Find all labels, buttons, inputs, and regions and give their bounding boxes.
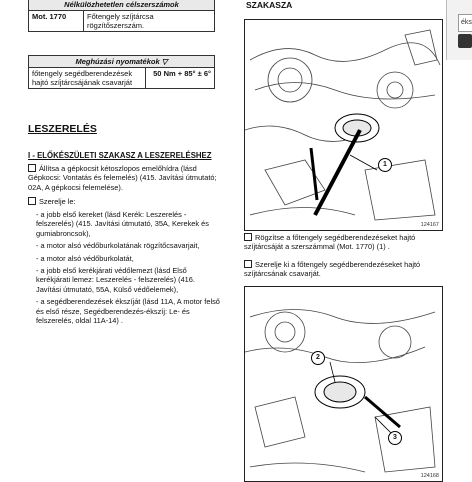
engine-illustration-1 (245, 20, 442, 230)
section-title: LESZERELÉS (28, 123, 97, 135)
checkbox-icon (28, 197, 36, 205)
step-1-text: Állítsa a gépkocsit kétoszlopos emelőhídra (lásd Gépkocsi: Vontatás és felemelés) (415. Javítási útmutató; 02A, A gépkocsi felemelése). (28, 164, 217, 192)
checkbox-icon (244, 233, 252, 241)
checkbox-icon (28, 164, 36, 172)
torque-table (28, 55, 215, 89)
list-item: - a motor alsó védőburkolatát, (36, 253, 134, 263)
bullet-list (36, 210, 222, 325)
torque-label: főtengely segédberendezések hajtó szíjtárcsájának csavarját (29, 68, 146, 89)
list-item: - a jobb első kerékjárati védőlemezt (lásd Első kerékjárati lemez: Leszerelés - felszerelés) (416. Javítási útmutató, 55A, Külső védőelemek), (36, 266, 195, 294)
list-item: - a motor alsó védőburkolatának rögzítőcsavarjait, (36, 241, 200, 251)
figure-2-number: 124168 (420, 473, 439, 479)
step-2 (28, 197, 220, 206)
list-item: - a segédberendezések ékszíját (lásd 11A, A motor felső és első része, Segédberendezés-ékszíj: Le- és felszerelés, oldal 11A-14) . (36, 297, 220, 326)
figure-1 (244, 19, 443, 231)
caption-2 (244, 260, 440, 279)
step-2-text: Szerelje le: (39, 197, 76, 206)
figure-1-number: 124167 (420, 222, 439, 228)
tools-table-header: Nélkülözhetetlen célszerszámok (29, 0, 215, 11)
triangle-down-icon: ▽ (161, 57, 168, 66)
page-header-partial: SZAKASZA (246, 0, 293, 10)
list-item: - a jobb első kereket (lásd Kerék: Leszerelés - felszerelés) (415. Javítási útmutató, 35A, Kerekek és gumiabroncsok), (36, 210, 209, 238)
callout-1: 1 (378, 158, 392, 172)
callout-3: 3 (388, 431, 402, 445)
callout-2: 2 (311, 351, 325, 365)
tool-description: Főtengely szíjtárcsa rögzítőszerszám. (84, 11, 215, 32)
tool-code: Mot. 1770 (29, 11, 84, 32)
torque-table-title: Meghúzási nyomatékok (75, 57, 160, 66)
search-button[interactable] (458, 34, 472, 48)
caption-2-text: Szerelje ki a főtengely segédberendezéseket hajtó szíjtárcsának csavarját. (244, 260, 421, 279)
tools-table (28, 0, 215, 32)
checkbox-icon (244, 260, 252, 268)
search-input[interactable] (458, 14, 472, 32)
caption-1 (244, 233, 440, 252)
caption-1-text: Rögzítse a főtengely segédberendezéseket hajtó szíjtárcsáját a szerszámmal (Mot. 1770) (1) . (244, 233, 416, 252)
torque-table-header (29, 56, 215, 68)
engine-illustration-2 (245, 287, 442, 481)
torque-value: 50 Nm + 85° ± 6° (146, 68, 215, 89)
figure-2 (244, 286, 443, 482)
subsection-title: I - ELŐKÉSZÜLETI SZAKASZ A LESZERELÉSHEZ (28, 151, 212, 160)
step-1 (28, 164, 220, 192)
